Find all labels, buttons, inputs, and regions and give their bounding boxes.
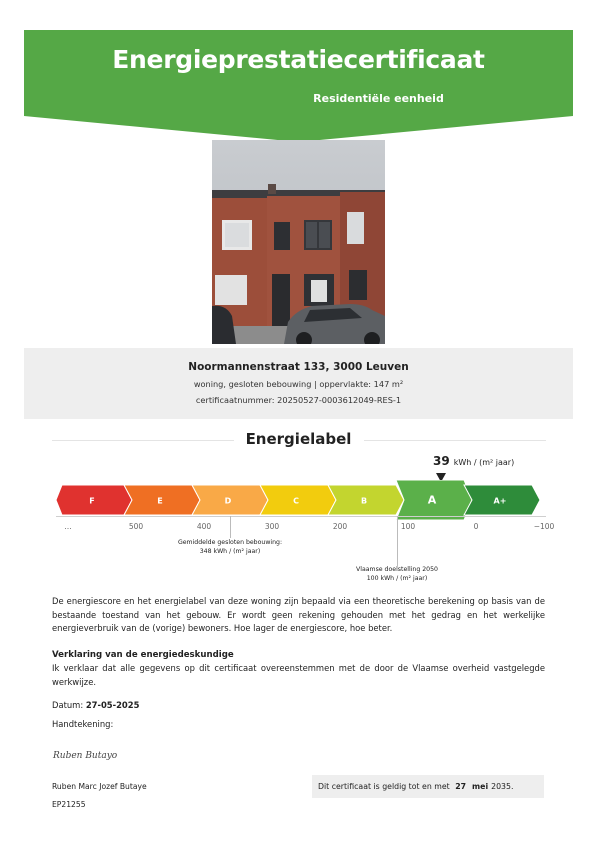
score-axis-tick: … bbox=[64, 522, 72, 531]
energy-class-label: A bbox=[427, 493, 437, 507]
average-marker-label bbox=[175, 539, 285, 556]
validity-year: 2035. bbox=[491, 782, 514, 791]
average-marker-value: 348 kWh / (m² jaar) bbox=[199, 547, 261, 555]
average-marker-line bbox=[230, 516, 231, 538]
expert-name: Ruben Marc Jozef Butaye bbox=[52, 782, 147, 791]
document-title: Energieprestatiecertificaat bbox=[112, 45, 485, 74]
score-axis-tick: 100 bbox=[400, 522, 416, 531]
energy-class-label: C bbox=[293, 496, 299, 506]
target-marker-title: Vlaamse doelstelling 2050 bbox=[356, 566, 438, 573]
score-axis-tick: 400 bbox=[196, 522, 212, 531]
date-value: 27-05-2025 bbox=[85, 700, 140, 710]
document-subtitle: Residentiële eenheid bbox=[313, 92, 444, 105]
energy-label-heading: Energielabel bbox=[245, 430, 352, 448]
date-label: Datum: bbox=[52, 700, 84, 710]
handwritten-signature: Ruben Butayo bbox=[53, 751, 118, 761]
energy-class-label: E bbox=[157, 496, 163, 506]
score-axis-tick: 200 bbox=[332, 522, 348, 531]
energy-class-label: A+ bbox=[493, 496, 507, 506]
energy-class-label: B bbox=[360, 496, 368, 506]
target-marker-label bbox=[342, 566, 452, 583]
energy-score-value: 39 bbox=[433, 454, 450, 468]
validity-box bbox=[312, 775, 544, 798]
energy-label-scale bbox=[56, 480, 546, 520]
validity-day: 27 bbox=[455, 782, 467, 791]
energy-score-unit: kWh / (m² jaar) bbox=[453, 458, 515, 467]
property-address: Noormannenstraat 133, 3000 Leuven bbox=[188, 361, 409, 373]
target-marker-line bbox=[397, 516, 398, 566]
score-axis-tick: 500 bbox=[128, 522, 144, 531]
signature-label: Handtekening: bbox=[52, 719, 114, 729]
score-axis-tick: 0 bbox=[473, 522, 479, 531]
score-axis bbox=[56, 516, 555, 536]
energy-class-label: D bbox=[224, 496, 232, 506]
score-axis-tick: 300 bbox=[264, 522, 280, 531]
house-photo bbox=[212, 140, 385, 344]
property-info bbox=[24, 348, 573, 419]
energy-class-label: F bbox=[89, 496, 95, 506]
score-axis-tick: −100 bbox=[533, 522, 555, 531]
target-marker-value: 100 kWh / (m² jaar) bbox=[366, 574, 428, 582]
energy-score bbox=[433, 454, 514, 468]
date-line bbox=[52, 700, 139, 710]
declaration-heading: Verklaring van de energiedeskundige bbox=[52, 650, 234, 660]
expert-id: EP21255 bbox=[52, 800, 86, 809]
intro-paragraph: De energiescore en het energielabel van deze woning zijn bepaald via een theoretische berekening op basis van de bestaande toestand van het gebouw. Er wordt geen rekening gehouden met het gedrag en het werkelijke energieverbruik van de (vorige) bewoners. Hoe lager de energiescore, hoe beter. bbox=[52, 596, 545, 633]
validity-prefix: Dit certificaat is geldig tot en met bbox=[318, 782, 450, 791]
score-axis-line bbox=[56, 516, 546, 517]
validity-month: mei bbox=[472, 782, 489, 791]
property-description: woning, gesloten bebouwing | oppervlakte: 147 m² bbox=[193, 379, 404, 389]
average-marker-title: Gemiddelde gesloten bebouwing: bbox=[177, 539, 283, 546]
certificate-number: certificaatnummer: 20250527-0003612049-RES-1 bbox=[195, 395, 402, 405]
declaration-paragraph: Ik verklaar dat alle gegevens op dit certificaat overeenstemmen met de door de Vlaamse overheid vastgelegde werkwijze. bbox=[52, 663, 545, 687]
header-banner bbox=[24, 30, 573, 142]
